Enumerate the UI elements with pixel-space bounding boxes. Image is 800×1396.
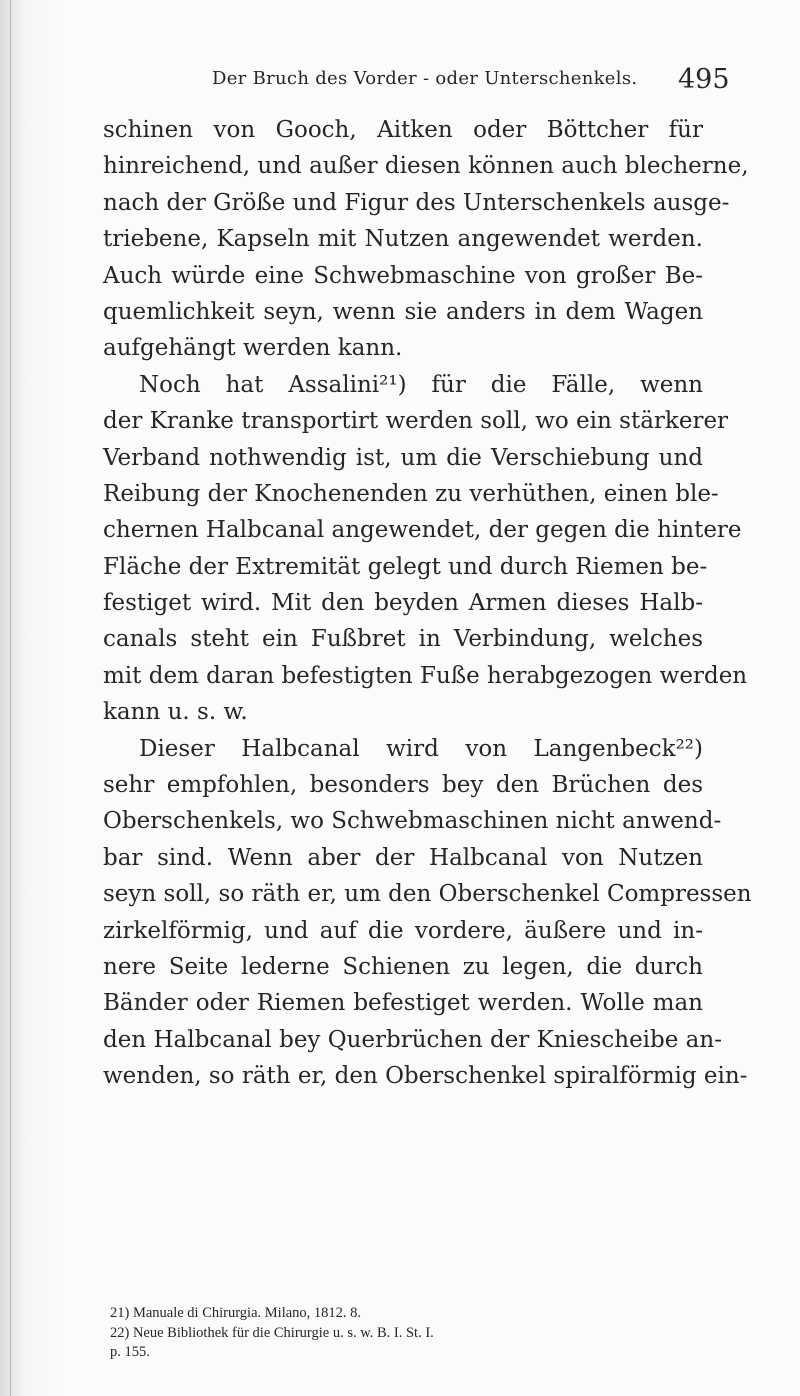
footnote-22-continuation: p. 155. bbox=[110, 1344, 150, 1360]
body-text bbox=[103, 112, 752, 1095]
footnote-22: 22) Neue Bibliothek für die Chirurgie u. s. w. B. I. St. I. bbox=[110, 1324, 434, 1341]
text-line: kann u. s. w. bbox=[103, 699, 248, 726]
text-line: chernen Halbcanal angewendet, der gegen die hintere bbox=[103, 517, 742, 544]
text-line: hinreichend, und außer diesen können auch blecherne, bbox=[103, 153, 749, 180]
text-line: schinen von Gooch, Aitken oder Böttcher für bbox=[103, 117, 703, 143]
text-line: wenden, so räth er, den Oberschenkel spiralförmig ein- bbox=[103, 1063, 748, 1090]
page-header bbox=[0, 64, 800, 104]
text-line: Verband nothwendig ist, um die Verschiebung und bbox=[103, 444, 703, 471]
text-line: zirkelförmig, und auf die vordere, äußere und in- bbox=[103, 917, 703, 944]
gutter-rule bbox=[10, 0, 11, 1396]
text-line: Bänder oder Riemen befestiget werden. Wolle man bbox=[103, 990, 703, 1017]
text-line: Oberschenkels, wo Schwebmaschinen nicht anwend- bbox=[103, 808, 722, 835]
running-head: Der Bruch des Vorder - oder Unterschenkels. bbox=[212, 68, 638, 89]
page-gutter bbox=[0, 0, 22, 1396]
text-line: nere Seite lederne Schienen zu legen, die durch bbox=[103, 953, 703, 980]
text-line: Fläche der Extremität gelegt und durch Riemen be- bbox=[103, 553, 708, 580]
footnotes bbox=[110, 1304, 710, 1363]
text-line: den Halbcanal bey Querbrüchen der Kniescheibe an- bbox=[103, 1026, 722, 1053]
text-line: canals steht ein Fußbret in Verbindung, welches bbox=[103, 626, 703, 653]
text-line: Reibung der Knochenenden zu verhüthen, einen ble- bbox=[103, 480, 719, 507]
text-line: nach der Größe und Figur des Unterschenkels ausge- bbox=[103, 189, 730, 216]
footnote-21: 21) Manuale di Chirurgia. Milano, 1812. 8. bbox=[110, 1305, 362, 1321]
page-number: 495 bbox=[678, 64, 730, 95]
paragraph-first-line: Dieser Halbcanal wird von Langenbeck²²) bbox=[139, 735, 703, 762]
text-line: seyn soll, so räth er, um den Oberschenkel Compressen bbox=[103, 881, 752, 908]
text-line: mit dem daran befestigten Fuße herabgezogen werden bbox=[103, 662, 748, 689]
text-line: aufgehängt werden kann. bbox=[103, 335, 403, 362]
paragraph-first-line: Noch hat Assalini²¹) für die Fälle, wenn bbox=[139, 371, 703, 398]
text-line: festiget wird. Mit den beyden Armen dieses Halb- bbox=[103, 590, 703, 617]
text-line: quemlichkeit seyn, wenn sie anders in dem Wagen bbox=[103, 298, 703, 325]
text-line: triebene, Kapseln mit Nutzen angewendet werden. bbox=[103, 226, 703, 253]
text-line: sehr empfohlen, besonders bey den Brüchen des bbox=[103, 772, 703, 799]
text-line: bar sind. Wenn aber der Halbcanal von Nutzen bbox=[103, 844, 703, 871]
text-line: Auch würde eine Schwebmaschine von großer Be- bbox=[103, 262, 703, 289]
text-line: der Kranke transportirt werden soll, wo ein stärkerer bbox=[103, 408, 729, 435]
